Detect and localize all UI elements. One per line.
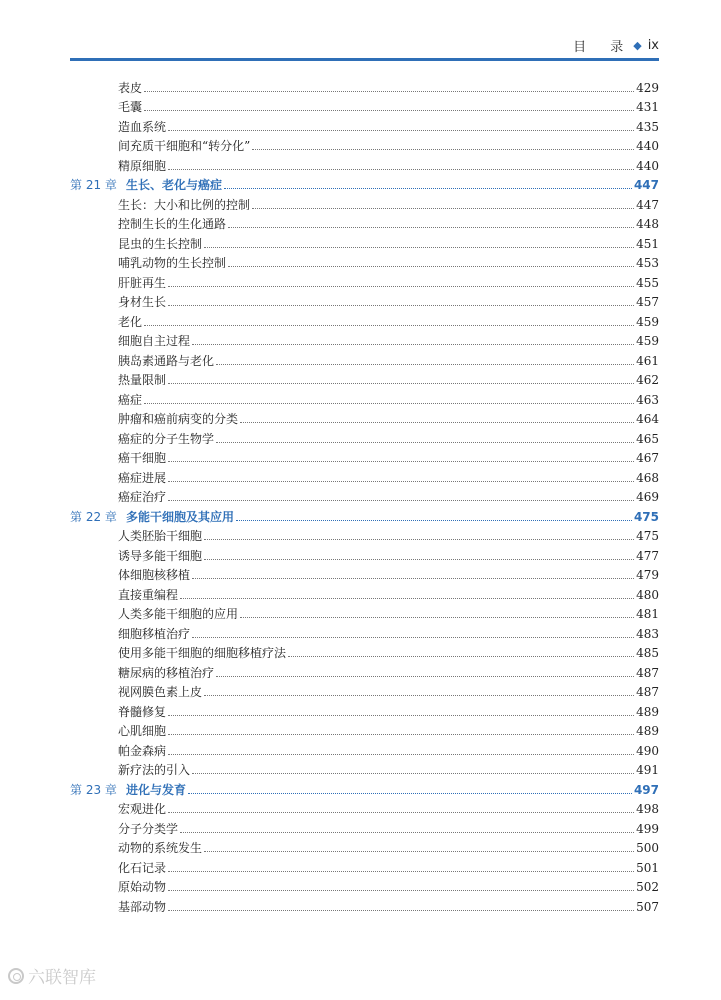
toc-entry-row[interactable] <box>70 563 659 583</box>
entry-title: 人类胚胎干细胞 <box>118 529 203 543</box>
chapter-number: 第 22 章 <box>70 509 117 524</box>
page-ref: 465 <box>636 431 659 446</box>
page-ref: 451 <box>636 236 659 251</box>
dot-leader <box>228 266 634 267</box>
dot-leader <box>168 754 634 755</box>
toc-entry-row[interactable] <box>70 894 659 914</box>
toc-entry-row[interactable] <box>70 192 659 212</box>
entry-title: 帕金森病 <box>118 743 167 758</box>
dot-leader <box>180 598 634 599</box>
page-ref: 491 <box>636 763 659 777</box>
entry-title: 造血系统 <box>118 119 167 134</box>
running-header <box>573 36 659 55</box>
toc-entry-row[interactable] <box>70 153 659 173</box>
dot-leader <box>168 286 634 287</box>
page-ref: 453 <box>636 256 659 270</box>
toc-entry-row[interactable] <box>70 602 659 622</box>
chapter-title: 生长、老化与癌症 <box>126 178 223 192</box>
entry-title: 生长：大小和比例的控制 <box>118 197 251 212</box>
toc-entry-row[interactable] <box>70 407 659 427</box>
toc-entry-row[interactable] <box>70 348 659 368</box>
toc-entry-row[interactable] <box>70 387 659 407</box>
toc-entry-row[interactable] <box>70 641 659 661</box>
dot-leader <box>192 773 634 774</box>
entry-title: 分子分类学 <box>118 821 179 836</box>
diamond-icon: ◆ <box>633 39 642 52</box>
entry-title: 毛囊 <box>118 100 143 114</box>
dot-leader <box>168 812 634 813</box>
header-rule <box>70 58 659 61</box>
toc-entry-row[interactable] <box>70 543 659 563</box>
entry-title: 癌症的分子生物学 <box>118 431 215 446</box>
page-ref: 440 <box>636 139 659 153</box>
entry-title: 宏观进化 <box>118 802 167 816</box>
toc-entry-row[interactable] <box>70 680 659 700</box>
chapter-title: 进化与发育 <box>126 782 187 797</box>
watermark-text: 六联智库 <box>28 968 96 988</box>
dot-leader <box>180 832 634 833</box>
page-ref: 459 <box>636 334 659 348</box>
dot-leader <box>240 617 634 618</box>
entry-title: 诱导多能干细胞 <box>118 548 203 563</box>
entry-title: 体细胞核移植 <box>118 568 191 582</box>
dot-leader <box>252 208 634 209</box>
dot-leader <box>168 305 634 306</box>
dot-leader <box>216 676 634 677</box>
dot-leader <box>216 442 634 443</box>
chapter-title: 多能干细胞及其应用 <box>126 509 235 524</box>
toc-entry-row[interactable] <box>70 270 659 290</box>
watermark <box>8 963 96 988</box>
dot-leader <box>192 578 634 579</box>
toc-entry-row[interactable] <box>70 75 659 95</box>
page-ref: 475 <box>633 509 659 524</box>
dot-leader <box>236 520 632 521</box>
page-ref: 461 <box>636 353 659 368</box>
dot-leader <box>192 637 634 638</box>
dot-leader <box>204 539 634 540</box>
page-ref: 457 <box>636 295 659 309</box>
toc-entry-row[interactable] <box>70 231 659 251</box>
table-of-contents <box>70 75 659 914</box>
entry-title: 哺乳动物的生长控制 <box>118 256 227 270</box>
dot-leader <box>168 481 634 482</box>
entry-title: 原始动物 <box>118 880 167 894</box>
page-ref: 447 <box>633 178 659 192</box>
toc-entry-row[interactable] <box>70 816 659 836</box>
dot-leader <box>216 364 634 365</box>
toc-entry-row[interactable] <box>70 758 659 778</box>
page-ref: 480 <box>636 587 659 602</box>
page-ref: 485 <box>636 646 659 660</box>
dot-leader <box>188 793 632 794</box>
toc-entry-row[interactable] <box>70 621 659 641</box>
page-ref: 435 <box>636 119 659 134</box>
toc-entry-row[interactable] <box>70 290 659 310</box>
page-ref: 487 <box>636 665 659 680</box>
dot-leader <box>144 325 634 326</box>
page-ref: 507 <box>636 899 659 914</box>
page-ref: 497 <box>633 782 659 797</box>
dot-leader <box>204 559 634 560</box>
page-ref: 498 <box>636 802 659 816</box>
toc-entry-row[interactable] <box>70 660 659 680</box>
dot-leader <box>204 247 634 248</box>
entry-title: 化石记录 <box>118 860 167 875</box>
page-ref: 455 <box>636 275 659 290</box>
dot-leader <box>168 734 634 735</box>
dot-leader <box>288 656 634 657</box>
toc-entry-row[interactable] <box>70 582 659 602</box>
entry-title: 老化 <box>118 314 143 329</box>
entry-title: 胰岛素通路与老化 <box>118 353 215 368</box>
dot-leader <box>224 188 632 189</box>
dot-leader <box>204 695 634 696</box>
entry-title: 细胞移植治疗 <box>118 626 191 641</box>
dot-leader <box>144 110 634 111</box>
toc-entry-row[interactable] <box>70 836 659 856</box>
dot-leader <box>168 130 634 131</box>
page-ref: 440 <box>636 158 659 173</box>
chapter-number: 第 21 章 <box>70 178 117 192</box>
dot-leader <box>168 890 634 891</box>
entry-title: 细胞自主过程 <box>118 334 191 348</box>
chapter-number: 第 23 章 <box>70 782 117 797</box>
page-ref: 464 <box>636 412 659 426</box>
dot-leader <box>192 344 634 345</box>
dot-leader <box>168 715 634 716</box>
toc-entry-row[interactable] <box>70 699 659 719</box>
toc-entry-row[interactable] <box>70 446 659 466</box>
entry-title: 脊髓修复 <box>118 704 167 719</box>
page-ref: 447 <box>636 197 659 212</box>
toc-entry-row[interactable] <box>70 855 659 875</box>
dot-leader <box>168 383 634 384</box>
toc-entry-row[interactable] <box>70 465 659 485</box>
page-ref: 467 <box>636 451 659 465</box>
page-ref: 429 <box>636 80 659 95</box>
entry-title: 热量限制 <box>118 373 167 387</box>
dot-leader <box>228 227 634 228</box>
header-title: 目 录 <box>573 40 634 55</box>
page-ref: 499 <box>636 821 659 836</box>
page-ref: 487 <box>636 685 659 699</box>
entry-title: 心肌细胞 <box>118 724 167 738</box>
page-ref: 468 <box>636 470 659 485</box>
entry-title: 表皮 <box>118 80 143 95</box>
dot-leader <box>144 91 634 92</box>
page-number: ix <box>647 38 659 53</box>
dot-leader <box>168 871 634 872</box>
page-ref: 448 <box>636 217 659 231</box>
dot-leader <box>168 500 634 501</box>
entry-title: 基部动物 <box>118 899 167 914</box>
dot-leader <box>168 461 634 462</box>
toc-entry-row[interactable] <box>70 719 659 739</box>
dot-leader <box>204 851 634 852</box>
toc-entry-row[interactable] <box>70 212 659 232</box>
entry-title: 身材生长 <box>118 295 167 309</box>
toc-entry-row[interactable] <box>70 485 659 505</box>
toc-entry-row[interactable] <box>70 368 659 388</box>
page-ref: 462 <box>636 373 659 387</box>
entry-title: 精原细胞 <box>118 158 167 173</box>
dot-leader <box>240 422 634 423</box>
toc-entry-row[interactable] <box>70 309 659 329</box>
entry-title: 癌症治疗 <box>118 490 167 504</box>
toc-entry-row[interactable] <box>70 738 659 758</box>
dot-leader <box>252 149 634 150</box>
page-ref: 489 <box>636 704 659 719</box>
page-ref: 483 <box>636 626 659 641</box>
entry-title: 动物的系统发生 <box>118 841 203 855</box>
page-ref: 475 <box>636 529 659 543</box>
toc-entry-row[interactable] <box>70 426 659 446</box>
toc-entry-row[interactable] <box>70 797 659 817</box>
page-ref: 477 <box>636 548 659 563</box>
toc-entry-row[interactable] <box>70 251 659 271</box>
entry-title: 直接重编程 <box>118 587 179 602</box>
entry-title: 间充质干细胞和“转分化” <box>118 139 251 153</box>
page-ref: 459 <box>636 314 659 329</box>
toc-entry-row[interactable] <box>70 875 659 895</box>
dot-leader <box>168 910 634 911</box>
page-ref: 463 <box>636 392 659 407</box>
page-ref: 490 <box>636 743 659 758</box>
page-ref: 469 <box>636 490 659 504</box>
entry-title: 糖尿病的移植治疗 <box>118 665 215 680</box>
toc-entry-row[interactable] <box>70 114 659 134</box>
dot-leader <box>168 169 634 170</box>
watermark-logo-icon <box>8 968 24 984</box>
entry-title: 肝脏再生 <box>118 275 167 290</box>
entry-title: 新疗法的引入 <box>118 763 191 777</box>
page-ref: 479 <box>636 568 659 582</box>
toc-chapter-row[interactable] <box>70 173 659 193</box>
entry-title: 癌症进展 <box>118 470 167 485</box>
page-ref: 501 <box>636 860 659 875</box>
toc-chapter-row[interactable] <box>70 504 659 524</box>
page-ref: 489 <box>636 724 659 738</box>
toc-entry-row[interactable] <box>70 524 659 544</box>
entry-title: 视网膜色素上皮 <box>118 685 203 699</box>
toc-entry-row[interactable] <box>70 95 659 115</box>
page-ref: 481 <box>636 607 659 621</box>
page-ref: 502 <box>636 880 659 894</box>
toc-entry-row[interactable] <box>70 134 659 154</box>
entry-title: 控制生长的生化通路 <box>118 217 227 231</box>
entry-title: 癌症 <box>118 392 143 407</box>
entry-title: 癌干细胞 <box>118 451 167 465</box>
page-ref: 500 <box>636 841 659 855</box>
entry-title: 肿瘤和癌前病变的分类 <box>118 412 239 426</box>
entry-title: 人类多能干细胞的应用 <box>118 607 239 621</box>
toc-entry-row[interactable] <box>70 329 659 349</box>
entry-title: 昆虫的生长控制 <box>118 236 203 251</box>
entry-title: 使用多能干细胞的细胞移植疗法 <box>118 646 287 660</box>
dot-leader <box>144 403 634 404</box>
toc-chapter-row[interactable] <box>70 777 659 797</box>
page-ref: 431 <box>636 100 659 114</box>
